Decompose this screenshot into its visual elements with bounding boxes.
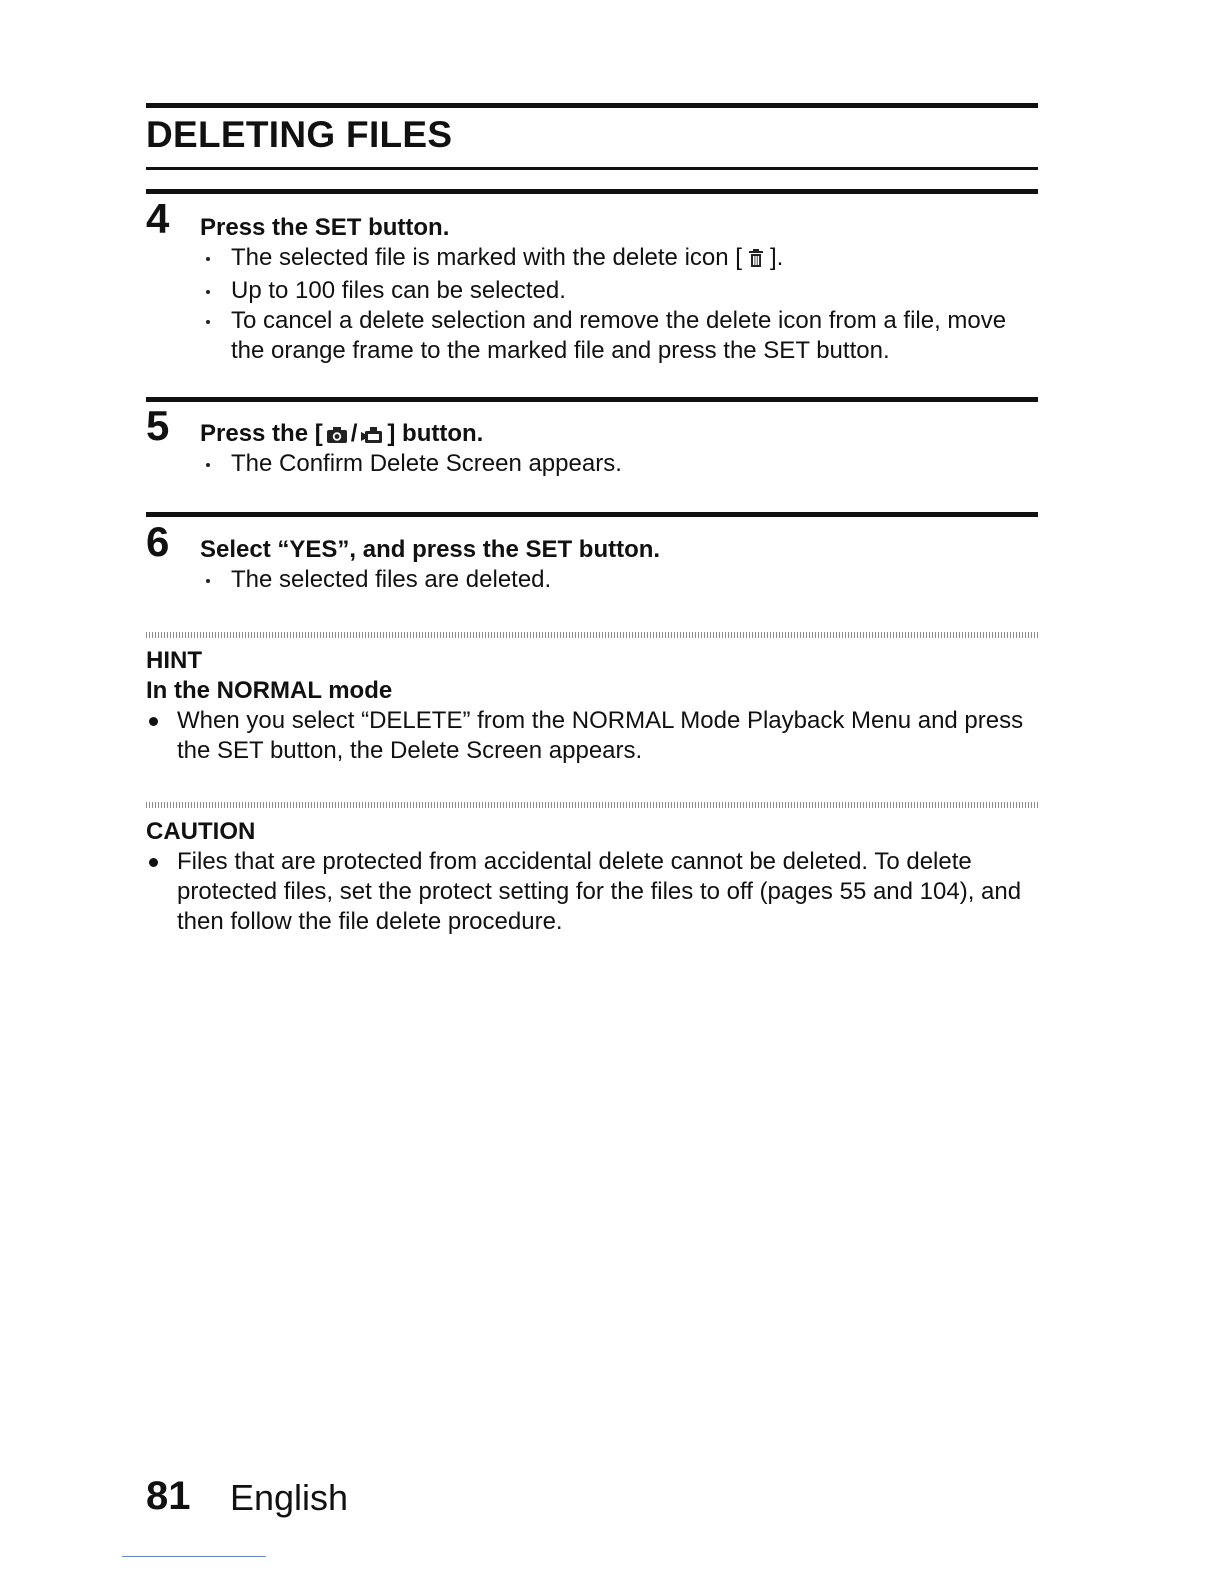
step-6-number: 6: [146, 518, 170, 565]
step-6-rule: [146, 512, 1038, 517]
hint-divider: [146, 632, 1038, 638]
step-5-number: 5: [146, 402, 170, 449]
step-4-number: 4: [146, 195, 170, 242]
list-item: The Confirm Delete Screen appears.: [200, 449, 1040, 479]
step-5-heading: Press the [ / ] button.: [200, 419, 483, 452]
title-bottom-rule: [146, 167, 1038, 170]
video-camera-icon: [360, 422, 384, 452]
step-6-heading: Select “YES”, and press the SET button.: [200, 536, 661, 563]
step-4-rule: [146, 189, 1038, 194]
page-number: 81: [146, 1474, 191, 1518]
caution-label: CAUTION: [146, 818, 256, 845]
list-item: To cancel a delete selection and remove the delete icon from a file, move the orange frame to the marked file and press the SET button.: [200, 306, 1040, 366]
title-top-rule: [146, 103, 1038, 108]
list-item: Files that are protected from accidental delete cannot be deleted. To delete protected files, set the protect setting for the files to off (pages 55 and 104), and then follow the file delete procedure.: [146, 847, 1041, 937]
camera-icon: [326, 422, 348, 452]
list-item: Up to 100 files can be selected.: [200, 276, 1040, 306]
hint-subhead: In the NORMAL mode: [146, 677, 393, 704]
step-4-heading: Press the SET button.: [200, 214, 450, 241]
list-item: The selected files are deleted.: [200, 565, 1040, 595]
step-5-bullets: [200, 449, 1040, 479]
caution-divider: [146, 802, 1038, 808]
hint-list: [146, 706, 1041, 766]
page-title: DELETING FILES: [146, 114, 453, 155]
trash-icon: [748, 246, 764, 276]
step-6-bullets: [200, 565, 1040, 595]
hint-label: HINT: [146, 647, 202, 674]
list-item: The selected file is marked with the delete icon [ ].: [200, 243, 1040, 276]
caution-list: [146, 847, 1041, 937]
footer-divider: [122, 1556, 266, 1557]
step-4-bullets: [200, 243, 1040, 366]
footer-language: English: [230, 1477, 349, 1518]
step-5-rule: [146, 397, 1038, 402]
list-item: When you select “DELETE” from the NORMAL Mode Playback Menu and press the SET button, the Delete Screen appears.: [146, 706, 1041, 766]
